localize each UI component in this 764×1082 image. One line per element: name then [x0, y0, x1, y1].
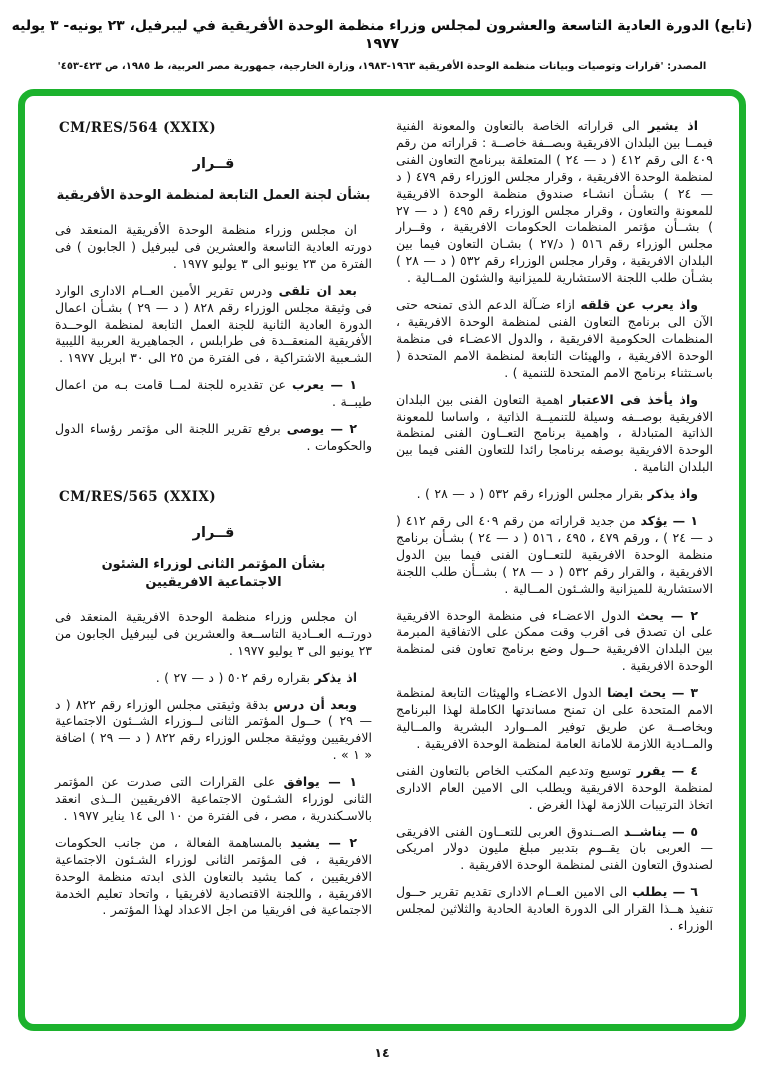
paragraph-lead: ٢ — يشيد	[290, 834, 357, 850]
paragraph-text: على القرارات التى صدرت عن المؤتمر الثانى لوزراء الشـئون الاجتماعية الافريقيين الــذى انعقد بالاسـكندرية ، مصر ، فى الفترة من ١٠ الى ١٤ يناير ١٩٧٧ .	[55, 774, 372, 823]
resolution-subtitle-564: بشأن لجنة العمل التابعة لمنظمة الوحدة الأفريقية	[56, 188, 371, 203]
paragraph-text: بالمساهمة الفعالة ، من جانب الحكومات الافريقية ، فى المؤتمر الثانى لوزراء الشـئون الاجتماعية الافريقيين ، كما يشيد بالتعاون الذى ابدته منظمة الوحدة الافريقية ، واللجنة الاقتصادية لافريقيا ، واتحاد تعليم الخدمة الاجتماعية فى افريقيا من اجل الاعداد لهذا المؤتمر .	[55, 834, 372, 918]
session-title: (تابع) الدورة العادية التاسعة والعشرون لمجلس وزراء منظمة الوحدة الأفريقية في ليبرفيل، ٢٣ يونيه- ٣ يوليه ١٩٧٧	[11, 18, 753, 52]
numbered-clause-1	[55, 774, 372, 825]
paragraph-text: بقرار مجلس الوزراء رقم ٥٣٢ ( د — ٢٨ ) .	[416, 486, 648, 502]
paragraph-text: الدول الاعضـاء والهيئات التابعة لمنظمة الامم المتحدة على ان تمنح مساندتها الكاملة لهذا البرنامج وبخاصــة عن طريق توفير المــوارد البشرية والمــالية والمــادية اللازمة للامانة العامة لمنظمة الوحدة الافريقية .	[396, 685, 713, 751]
paragraph-lead: ٦ — يطلب	[632, 884, 698, 900]
paragraph-text: الى الامين العــام الادارى تقديم تقرير حــول تنفيذ هــذا القرار الى الدورة العادية الحادية والثلاثين لمجلس الوزراء .	[396, 884, 713, 934]
paragraph	[55, 609, 372, 660]
paragraph	[396, 392, 713, 477]
paragraph	[55, 697, 372, 765]
numbered-clause-1	[55, 377, 372, 411]
page-number: ١٤	[374, 1045, 390, 1060]
paragraph-lead: اذ يذكر	[314, 669, 357, 685]
paragraph-text: بدقة وثيقتى مجلس الوزراء رقم ٨٢٢ ( د — ٢٩ ) حــول المؤتمر الثانى لــوزراء الشــئون الاجتماعية الافريقيين ووثيقة مجلس الوزراء رقم ٨٢٢ ( د — ٢٩ ) اضافة « ١ » .	[55, 696, 373, 763]
column-right	[396, 118, 713, 1012]
paragraph-lead: ٥ — يناشــد	[623, 823, 698, 839]
numbered-clause-3	[396, 685, 713, 753]
resolution-title-564: قــرار	[192, 156, 235, 172]
paragraph-lead: ١ — يعرب	[291, 377, 357, 393]
paragraph-text: اهمية التعاون الفنى بين البلدان الافريقية بوصــفه وسيلة للتنميــة الذاتية ، واساسا للمعونة الذاتية المتبادلة ، واهمية برنامج التعــاون الفنى لمنظمة الوحدة الافريقية بوصفه برنامجا رائدا للتعاون الفنى فيما بين البلدان النامية .	[396, 391, 713, 475]
paragraph-text: ان مجلس وزراء منظمة الوحدة الأفريقية المنعقد فى دورته العادية التاسعة والعشرين فى ليبرفيل ( الجابون ) فى الفترة من ٢٣ يونيو الى ٣ يوليو ١٩٧٧ .	[55, 222, 372, 271]
paragraph-lead: ١ — يؤكد	[640, 513, 698, 529]
paragraph-lead: واذ يأخذ فى الاعتبار	[569, 391, 698, 407]
numbered-clause-2	[55, 835, 372, 920]
paragraph-text: ازاء ضـآلة الدعم الذى تمنحه حتى الآن الى برنامج التعاون الفنى لمنظمة الوحدة الافريقية ، المنظمات الحكومية الافريقية ، والدول الاعضـاء فى منظمة الوحدة الافريقية ، والهيئات التابعة لمنظمة الامم المتحدة ( باسـتثناء برنامج الامم المتحدة للتنمية ) .	[396, 297, 713, 380]
paragraph-lead: واذ يذكر	[647, 486, 698, 502]
paragraph-lead: اذ يشير	[648, 118, 698, 133]
paragraph-text: توسيع وتدعيم المكتب الخاص بالتعاون الفنى لمنظمة الوحدة الافريقية ويطلب الى الامين العام الادارى اتخاذ الترتيبات اللازمة لهذا الغرض .	[396, 762, 713, 812]
paragraph	[396, 118, 713, 287]
paragraph-text: الدول الاعضـاء فى منظمة الوحدة الافريقية على ان تصدق فى اقرب وقت ممكن على الاتفاقية المبرمة بين البلدان الافريقية حــول وضع برنامج تعاون فنى لمنظمة الوحدة الافريقية .	[396, 607, 713, 674]
document-frame	[18, 89, 746, 1031]
numbered-clause-1	[396, 513, 713, 598]
resolution-subtitle-565: بشأن المؤتمر الثانى لوزراء الشئون الاجتماعية الافريقيين	[101, 556, 326, 590]
resolution-code-564: CM/RES/564 (XXIX)	[59, 120, 217, 136]
paragraph-text: بقراره رقم ٥٠٢ ( د — ٢٧ ) .	[155, 669, 315, 685]
paragraph-text: برفع تقرير اللجنة الى مؤتمر رؤساء الدول والحكومات .	[55, 421, 372, 453]
numbered-clause-2	[396, 608, 713, 676]
page-header	[0, 0, 764, 72]
paragraph-text: ودرس تقرير الأمين العــام الادارى الوارد فى وثيقة مجلس الوزراء رقم ٨٢٨ ( د — ٢٩ ) بشـأن اعمال الدورة العادية الثانية للجنة العمل التابعة لمنظمة الوحــدة الأفريقية المنعقــدة فى طرابلس ، الجماهيرية العربية الليبية الشـعبية الاشتراكية ، فى الفترة من ٢٥ الى ٣٠ ابريل ١٩٧٧ .	[55, 282, 372, 366]
numbered-clause-5	[396, 824, 713, 875]
paragraph-lead: واذ يعرب عن قلقه	[580, 297, 698, 313]
numbered-clause-6	[396, 884, 713, 935]
paragraph-lead: ٢ — يوصى	[286, 421, 357, 437]
paragraph-text: الصــندوق العربى للتعــاون الفنى الافريقى — العربى بان يقــوم بتدبير مبلغ مليون دولار امريكى لصندوق التعاون الفنى لمنظمة الوحدة الافريقية .	[396, 823, 713, 873]
paragraph-lead: بعد ان تلقى	[278, 282, 357, 298]
paragraph-text: الى قراراته الخاصة بالتعاون والمعونة الفنية فيمــا بين البلدان الافريقية وبصــفة خاصــة : قراراته من رقم ٤٠٩ الى رقم ٤١٢ ( د — ٢٤ ) المتعلقة ببرنامج التعاون الفنى لمنظمة الوحدة الافريقية ، وقرار مجلس الوزراء رقم ٤٧٩ ( د — ٢٤ ) بشـأن انشـاء صندوق منظمة الوحدة الافريقية للمعونة والتعاون ، وقرار مجلس الوزراء رقم ٤٩٥ ( د — ٢٧ ) بشــأن مؤتمر المنظمات الحكومات الافريقية ، وقــرار مجلس الوزراء رقم ٥١٦ ( د/٢٧ ) بشـان التعاون فيما بين البلدان الافريقية ، وقرار مجلس الوزراء رقم ٥٣٢ ( د — ٢٨ ) بشـأن طلب اللجنة الاستشارية للميزانية والشئون المــالية .	[396, 118, 713, 286]
paragraph	[396, 486, 713, 503]
numbered-clause-2	[55, 421, 372, 455]
paragraph	[55, 222, 372, 273]
numbered-clause-4	[396, 763, 713, 814]
paragraph-lead: ٣ — يحث ايضا	[607, 685, 698, 701]
two-column-layout	[55, 118, 713, 1012]
paragraph	[55, 670, 372, 687]
paragraph-text: من جديد قراراته من رقم ٤٠٩ الى رقم ٤١٢ ( د — ٢٤ ) ، ورقم ٤٧٩ ، ٤٩٥ ، ٥١٦ ( د — ٢٤ ) بشـأن برنامج منظمة الوحدة الافريقية للتعــاون الفنى فيما بين الدول الافريقية ، والقرار رقم ٥٣٢ ( د — ٢٨ ) بشــأن طلب اللجنة الاستشارية للميزانية والشـئون المــالية .	[396, 513, 714, 596]
paragraph	[396, 297, 713, 382]
source-line: المصدر: 'قرارات وتوصيات وبيانات منظمة الوحدة الأفريقية ١٩٦٣-١٩٨٣، وزارة الخارجية، جمهورية مصر العربية، ط ١٩٨٥، ص ٤٢٣-٤٥٣'	[57, 61, 707, 72]
resolution-title-565: قــرار	[192, 524, 235, 541]
paragraph-lead: وبعد أن درس	[273, 696, 357, 712]
paragraph-lead: ٢ — يحث	[636, 607, 699, 623]
paragraph-text: ان مجلس وزراء منظمة الوحدة الافريقية المنعقد فى دورتــه العــادية التاســعة والعشرين فى ليبرفيل الجابون من ٢٣ يونيو الى ٣ يوليو ١٩٧٧ .	[55, 608, 372, 658]
paragraph	[55, 283, 372, 368]
paragraph-lead: ٤ — يقرر	[636, 762, 699, 778]
paragraph-text: عن تقديره للجنة لمــا قامت بـه من اعمال طيبــة .	[55, 377, 372, 410]
column-left	[55, 118, 372, 1012]
paragraph-lead: ١ — يوافق	[283, 774, 357, 790]
resolution-code-565: CM/RES/565 (XXIX)	[59, 488, 217, 505]
